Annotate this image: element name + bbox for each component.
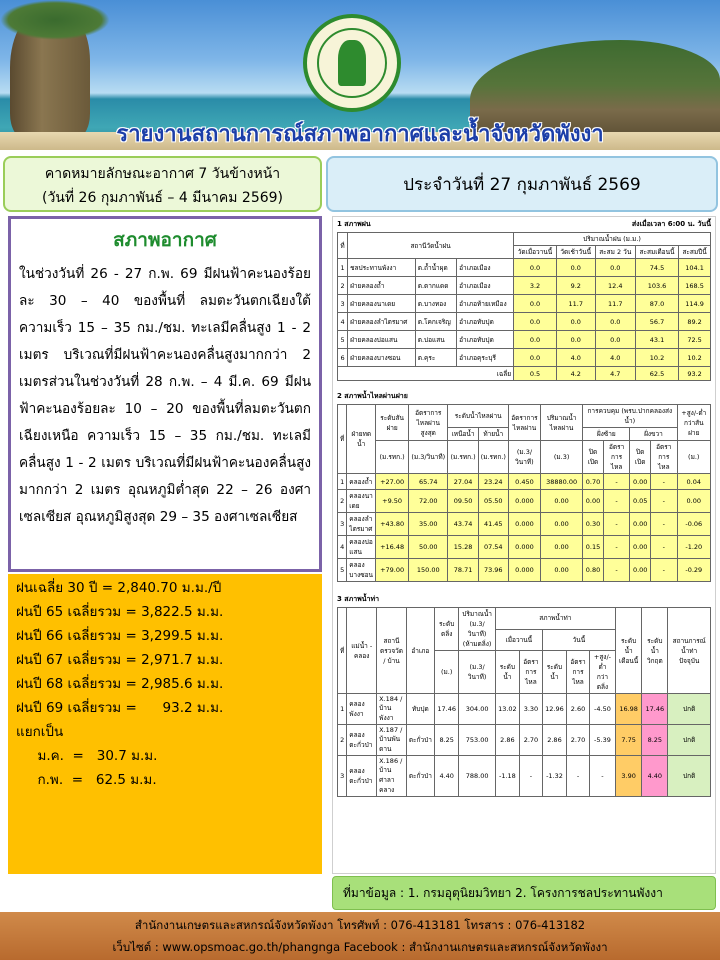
table-header: (ม.รทก.) xyxy=(478,441,508,474)
data-tables-panel xyxy=(332,216,716,874)
table-cell: 788.00 xyxy=(459,756,495,797)
table-cell: X.184 / บ้านพังงา xyxy=(377,694,407,725)
table-cell: ฝ่ายคลองถ้ำ xyxy=(348,277,416,295)
table-cell: 8.25 xyxy=(434,725,459,756)
table-cell: +27.00 xyxy=(376,474,409,490)
table-cell: 0.00 xyxy=(541,490,583,513)
table-header: ฝ่ายทดน้ำ xyxy=(347,405,376,474)
table-cell: 1 xyxy=(338,694,347,725)
table-cell: อำเภอคุระบุรี xyxy=(457,349,514,367)
table-cell: 0.0 xyxy=(595,331,635,349)
table-header: แม่น้ำ - คลอง xyxy=(347,608,377,694)
table-row xyxy=(338,295,711,313)
table-cell: 0.70 xyxy=(583,474,604,490)
table-header: ระดับสันฝาย xyxy=(376,405,409,441)
table-cell: -0.29 xyxy=(677,559,710,582)
table-cell: 6 xyxy=(338,349,348,367)
table-cell: คลองบ่อแสน xyxy=(347,536,376,559)
table-cell: 0.00 xyxy=(630,536,651,559)
table-header: สะสมเดือนนี้ xyxy=(635,246,678,259)
table-cell: 0.0 xyxy=(595,259,635,277)
table-header: อัตราการไหล xyxy=(603,441,630,474)
table-header: ปิดเปิด xyxy=(583,441,604,474)
table-row xyxy=(338,474,711,490)
table-header: (ม.3) xyxy=(541,441,583,474)
table-cell: 07.54 xyxy=(478,536,508,559)
table-cell: 114.9 xyxy=(679,295,711,313)
rain-summary-line: ม.ค. = 30.7 ม.ม. xyxy=(16,748,158,764)
table-cell: 0.00 xyxy=(541,559,583,582)
table-cell: -1.32 xyxy=(542,756,566,797)
table-row xyxy=(338,513,711,536)
table-header: การควบคุม (พรบ.ปากคลองส่งน้ำ) xyxy=(583,405,677,428)
table-header: +สูง/-ต่ำ กว่าตลิ่ง xyxy=(589,651,615,694)
table-cell: 93.2 xyxy=(679,367,711,381)
table-cell: - xyxy=(603,559,630,582)
table-header: ท้ายน้ำ xyxy=(478,428,508,441)
table-header: ฝั่งซ้าย xyxy=(583,428,630,441)
table-row xyxy=(338,277,711,295)
table-cell: ตะกั่วป่า xyxy=(406,725,434,756)
header-banner xyxy=(0,0,720,150)
table-cell: - xyxy=(651,536,678,559)
table-cell: - xyxy=(567,756,590,797)
stream-table-body xyxy=(338,694,711,797)
report-date-box xyxy=(326,156,718,212)
table-cell: 3 xyxy=(338,756,347,797)
table-cell: 3.2 xyxy=(514,277,557,295)
table-cell: 3 xyxy=(338,295,348,313)
table-header: วัดเช้าวันนี้ xyxy=(556,246,595,259)
table-header: (ม.รทก.) xyxy=(448,441,478,474)
table-header: ที่ xyxy=(338,233,348,259)
table-cell: 0.000 xyxy=(508,490,540,513)
deity-figure-icon xyxy=(338,40,366,86)
table-header: ปิดเปิด xyxy=(630,441,651,474)
table-cell: คลองพังงา xyxy=(347,694,377,725)
table-cell: 11.7 xyxy=(556,295,595,313)
table-header: ระดับตลิ่ง xyxy=(434,608,459,651)
table-cell: 23.24 xyxy=(478,474,508,490)
rain-summary-line: ฝนปี 65 เฉลี่ยรวม = 3,822.5 ม.ม. xyxy=(16,604,224,620)
table-header: (ม.3/วินาที) xyxy=(459,651,495,694)
table-cell: - xyxy=(651,559,678,582)
table-row xyxy=(338,313,711,331)
table-cell: -1.20 xyxy=(677,536,710,559)
page-title: รายงานสถานการณ์สภาพอากาศและน้ำจังหวัดพังงา xyxy=(116,121,604,147)
stream-section-title: 3 สภาพน้ำท่า xyxy=(337,595,379,603)
rain-summary-line: ฝนปี 68 เฉลี่ยรวม = 2,985.6 ม.ม. xyxy=(16,676,224,692)
table-cell: -0.06 xyxy=(677,513,710,536)
table-header: ระดับน้ำ xyxy=(495,651,519,694)
table-cell: 15.28 xyxy=(448,536,478,559)
table-row xyxy=(338,725,711,756)
footer-website: เว็บไซต์ : www.opsmoac.go.th/phangnga Facebook : สำนักงานเกษตรและสหกรณ์จังหวัดพังงา xyxy=(112,940,608,954)
table-cell: 0.000 xyxy=(508,513,540,536)
table-cell: 78.71 xyxy=(448,559,478,582)
table-header: (ม.รทก.) xyxy=(376,441,409,474)
table-cell: 2 xyxy=(338,725,347,756)
table-cell: 0.0 xyxy=(514,331,557,349)
rain-time-label: ส่งเมื่อเวลา 6:00 น. วันนี้ xyxy=(631,220,711,228)
table-cell: - xyxy=(603,536,630,559)
table-cell: - xyxy=(603,513,630,536)
table-cell: 12.4 xyxy=(595,277,635,295)
weir-table-body xyxy=(338,474,711,582)
table-cell: คลองบางซอน xyxy=(347,559,376,582)
rain-summary-panel xyxy=(8,574,322,874)
table-cell: 62.5 xyxy=(635,367,678,381)
table-cell: 4 xyxy=(338,536,347,559)
table-cell: 0.00 xyxy=(630,559,651,582)
table-header: ระดับน้ำไหลผ่าน xyxy=(448,405,508,428)
table-cell: 3.90 xyxy=(615,756,641,797)
table-cell: 17.46 xyxy=(642,694,668,725)
table-cell: ตะกั่วป่า xyxy=(406,756,434,797)
table-cell: 0.00 xyxy=(541,513,583,536)
ministry-logo xyxy=(303,14,401,112)
table-cell: 753.00 xyxy=(459,725,495,756)
table-header: อำเภอ xyxy=(406,608,434,694)
table-cell: 2 xyxy=(338,277,348,295)
table-cell: 7.75 xyxy=(615,725,641,756)
table-cell: 11.7 xyxy=(595,295,635,313)
table-cell: ฝ่ายคลองลำไตรมาศ xyxy=(348,313,416,331)
table-cell: 0.80 xyxy=(583,559,604,582)
table-cell: อำเภอทับปุด xyxy=(457,313,514,331)
table-cell: - xyxy=(603,474,630,490)
table-cell: 89.2 xyxy=(679,313,711,331)
table-cell: 17.46 xyxy=(434,694,459,725)
table-cell: ปกติ xyxy=(668,756,711,797)
table-cell: อำเภอเมือง xyxy=(457,277,514,295)
table-header: (ม.) xyxy=(434,651,459,694)
table-header: สถานีวัดน้ำฝน xyxy=(348,233,514,259)
table-cell: 43.1 xyxy=(635,331,678,349)
table-cell: 72.00 xyxy=(409,490,448,513)
table-header: สะสมปีนี้ xyxy=(679,246,711,259)
table-cell: 0.0 xyxy=(514,295,557,313)
rain-section-title: 1 สภาพฝน xyxy=(337,220,371,228)
table-cell: 43.74 xyxy=(448,513,478,536)
table-cell: 2.70 xyxy=(567,725,590,756)
table-cell: คลองตะกั่วป่า xyxy=(347,725,377,756)
table-cell: ทับปุด xyxy=(406,694,434,725)
table-cell: คลองนาเดย xyxy=(347,490,376,513)
weir-section-title: 2 สภาพน้ำไหลผ่านฝาย xyxy=(337,392,408,400)
table-header: ปริมาณน้ำ (ม.3/วินาที) (ห้ามตลิ่ง) xyxy=(459,608,495,651)
table-cell: 150.00 xyxy=(409,559,448,582)
table-header: อัตราการไหล xyxy=(651,441,678,474)
table-cell: 05.50 xyxy=(478,490,508,513)
table-cell: 0.00 xyxy=(541,536,583,559)
weather-description: ในช่วงวันที่ 26 - 27 ก.พ. 69 มีฝนฟ้าคะนองร้อยละ 30 – 40 ของพื้นที่ ลมตะวันตกเฉียงใต้ ความเร็ว 15 – 35 กม./ชม. ทะเลมีคลื่นสูง 1 - 2 เมตร บริเวณที่มีฝนฟ้าคะนองคลื่นสูงมากกว่า 2 เมตรส่วนในช่วงวันที่ 28 ก.พ. – 4 มี.ค. 69 มีฝนฟ้าคะนองร้อยละ 10 – 20 ของพื้นที่ลมตะวันตกเฉียงเหนือ ความเร็ว 15 – 35 กม./ชม. ทะเลมีคลื่นสูง 1 - 2 เมตร บริเวณที่มีฝนฟ้าคะนองคลื่นสูงมากกว่า 2 เมตร อุณหภูมิต่ำสุด 22 – 26 องศาเซลเซียส อุณหภูมิสูงสุด 29 – 35 องศาเซลเซียส xyxy=(19,266,311,525)
table-cell: 38880.00 xyxy=(541,474,583,490)
table-cell: X.187 / บ้านพันดาน xyxy=(377,725,407,756)
footer-contact: สำนักงานเกษตรและสหกรณ์จังหวัดพังงา โทรศัพท์ : 076-413181 โทรสาร : 076-413182 xyxy=(134,918,586,932)
table-header: เหนือน้ำ xyxy=(448,428,478,441)
table-row xyxy=(338,756,711,797)
table-header: สถานการณ์น้ำท่า ปัจจุบัน xyxy=(668,608,711,694)
table-cell: - xyxy=(651,513,678,536)
table-cell: 0.000 xyxy=(508,536,540,559)
table-cell: 27.04 xyxy=(448,474,478,490)
table-cell: - xyxy=(603,490,630,513)
table-cell: 8.25 xyxy=(642,725,668,756)
table-cell: 0.0 xyxy=(514,349,557,367)
table-cell: 304.00 xyxy=(459,694,495,725)
table-header: ระดับน้ำเดือนนี้ xyxy=(615,608,641,694)
table-cell: - xyxy=(651,474,678,490)
table-cell: 74.5 xyxy=(635,259,678,277)
weir-table xyxy=(337,404,711,582)
table-cell: 09.50 xyxy=(448,490,478,513)
table-header: (ม.3/วินาที) xyxy=(508,441,540,474)
table-header: อัตราการไหลผ่านสูงสุด xyxy=(409,405,448,441)
table-cell: +43.80 xyxy=(376,513,409,536)
table-cell: ชลประทานพังงา xyxy=(348,259,416,277)
table-cell: 50.00 xyxy=(409,536,448,559)
table-row xyxy=(338,559,711,582)
table-cell: 0.00 xyxy=(630,474,651,490)
table-cell: 0.30 xyxy=(583,513,604,536)
table-cell: 0.00 xyxy=(630,513,651,536)
table-cell: 10.2 xyxy=(679,349,711,367)
table-cell: 2.60 xyxy=(567,694,590,725)
report-date: ประจำวันที่ 27 กุมภาพันธ์ 2569 xyxy=(403,174,641,195)
table-row xyxy=(338,331,711,349)
table-row xyxy=(338,536,711,559)
table-cell: -5.39 xyxy=(589,725,615,756)
table-cell: ฝ่ายคลองนาเดย xyxy=(348,295,416,313)
table-cell: ต.ถ้ำน้ำผุด xyxy=(415,259,456,277)
rain-section-header xyxy=(333,217,715,232)
rain-summary-line: ฝนปี 66 เฉลี่ยรวม = 3,299.5 ม.ม. xyxy=(16,628,224,644)
table-cell: 0.00 xyxy=(677,490,710,513)
table-header: วัดเมื่อวานนี้ xyxy=(514,246,557,259)
table-cell: 0.000 xyxy=(508,559,540,582)
footer xyxy=(0,912,720,960)
forecast-title: คาดหมายลักษณะอากาศ 7 วันข้างหน้า xyxy=(44,166,281,182)
table-cell: อำเภอท้ายเหมือง xyxy=(457,295,514,313)
table-header: (ม.) xyxy=(677,441,710,474)
data-source-text: ที่มาข้อมูล : 1. กรมอุตุนิยมวิทยา 2. โครงการชลประทานพังงา xyxy=(343,885,663,900)
table-cell: คลองลำไตรมาศ xyxy=(347,513,376,536)
table-cell: ต.โคกเจริญ xyxy=(415,313,456,331)
rain-summary-line: ฝนเฉลี่ย 30 ปี = 2,840.70 ม.ม./ปี xyxy=(16,580,222,596)
table-cell: คลองตะกั่วป่า xyxy=(347,756,377,797)
table-cell: 12.96 xyxy=(542,694,566,725)
table-header: +สูง/-ต่ำ กว่าสันฝาย xyxy=(677,405,710,441)
table-cell: 0.0 xyxy=(514,313,557,331)
table-cell: 0.0 xyxy=(556,331,595,349)
forecast-dates: (วันที่ 26 กุมภาพันธ์ – 4 มีนาคม 2569) xyxy=(41,190,284,206)
table-cell: 4.7 xyxy=(595,367,635,381)
rain-summary-line: ฝนปี 67 เฉลี่ยรวม = 2,971.7 ม.ม. xyxy=(16,652,224,668)
table-cell: - xyxy=(519,756,542,797)
table-header: ที่ xyxy=(338,608,347,694)
table-header: สภาพน้ำท่า xyxy=(495,608,615,630)
island-trees-image xyxy=(0,0,110,40)
table-cell: 0.450 xyxy=(508,474,540,490)
table-cell: 103.6 xyxy=(635,277,678,295)
weather-panel xyxy=(8,216,322,572)
table-cell: 2.86 xyxy=(495,725,519,756)
table-cell: คลองถ้ำ xyxy=(347,474,376,490)
table-cell: 4 xyxy=(338,313,348,331)
logo-emblem-icon xyxy=(317,28,387,98)
table-cell: 0.04 xyxy=(677,474,710,490)
table-header: สะสม 2 วัน xyxy=(595,246,635,259)
table-row xyxy=(338,694,711,725)
table-cell: 5 xyxy=(338,331,348,349)
rain-summary-line: แยกเป็น xyxy=(16,724,64,740)
table-header: ที่ xyxy=(338,405,347,474)
table-row xyxy=(338,490,711,513)
table-header: ปริมาณน้ำฝน (ม.ม.) xyxy=(514,233,711,246)
table-cell: ต.ตากแดด xyxy=(415,277,456,295)
table-cell: 2.70 xyxy=(519,725,542,756)
table-cell: 73.96 xyxy=(478,559,508,582)
table-cell: 0.00 xyxy=(583,490,604,513)
table-cell: +79.00 xyxy=(376,559,409,582)
table-cell: 72.5 xyxy=(679,331,711,349)
data-source-note xyxy=(332,876,716,910)
table-cell: 41.45 xyxy=(478,513,508,536)
table-cell: 2.86 xyxy=(542,725,566,756)
stream-table xyxy=(337,607,711,797)
table-cell: 168.5 xyxy=(679,277,711,295)
table-cell: -1.18 xyxy=(495,756,519,797)
table-row xyxy=(338,259,711,277)
table-cell: 0.05 xyxy=(630,490,651,513)
table-cell: 16.98 xyxy=(615,694,641,725)
table-cell: ต.บางทอง xyxy=(415,295,456,313)
table-cell: ฝ่ายคลองบ่อแสน xyxy=(348,331,416,349)
table-cell: 35.00 xyxy=(409,513,448,536)
rain-summary-line: ฝนปี 69 เฉลี่ยรวม = 93.2 ม.ม. xyxy=(16,700,224,716)
table-cell: 2 xyxy=(338,490,347,513)
table-cell: อำเภอทับปุด xyxy=(457,331,514,349)
table-cell: 4.40 xyxy=(434,756,459,797)
table-header: ปริมาณน้ำไหลผ่าน xyxy=(541,405,583,441)
table-cell: 10.2 xyxy=(635,349,678,367)
table-cell: 0.15 xyxy=(583,536,604,559)
table-cell: 0.0 xyxy=(556,259,595,277)
weather-title: สภาพอากาศ xyxy=(113,229,217,251)
table-header: สถานีตรวจวัด / บ้าน xyxy=(377,608,407,694)
table-cell: 5 xyxy=(338,559,347,582)
table-cell: ปกติ xyxy=(668,694,711,725)
table-cell: - xyxy=(589,756,615,797)
table-header: อัตราการไหล xyxy=(567,651,590,694)
table-header: ระดับน้ำ xyxy=(542,651,566,694)
rain-table xyxy=(337,232,711,381)
table-cell: ต.คุระ xyxy=(415,349,456,367)
table-cell: 0.5 xyxy=(514,367,557,381)
table-cell: 65.74 xyxy=(409,474,448,490)
table-cell: +9.50 xyxy=(376,490,409,513)
table-cell: -4.50 xyxy=(589,694,615,725)
table-cell: 104.1 xyxy=(679,259,711,277)
table-cell: - xyxy=(651,490,678,513)
table-cell: 13.02 xyxy=(495,694,519,725)
table-cell: 4.0 xyxy=(595,349,635,367)
table-cell: ปกติ xyxy=(668,725,711,756)
table-row xyxy=(338,349,711,367)
table-header: ฝั่งขวา xyxy=(630,428,677,441)
table-cell: 87.0 xyxy=(635,295,678,313)
table-cell: 3.30 xyxy=(519,694,542,725)
table-cell: 0.0 xyxy=(514,259,557,277)
table-cell: +16.48 xyxy=(376,536,409,559)
rain-table-body xyxy=(338,259,711,367)
table-cell: 1 xyxy=(338,474,347,490)
table-header: (ม.3/วินาที) xyxy=(409,441,448,474)
table-cell: 56.7 xyxy=(635,313,678,331)
rain-summary-line: ก.พ. = 62.5 ม.ม. xyxy=(16,772,157,788)
table-cell: 1 xyxy=(338,259,348,277)
table-cell: 0.0 xyxy=(595,313,635,331)
table-header: เมื่อวานนี้ xyxy=(495,629,542,651)
table-cell: 4.2 xyxy=(556,367,595,381)
table-header: อัตราการไหล xyxy=(519,651,542,694)
table-header: อัตราการไหลผ่าน xyxy=(508,405,540,441)
table-header: ระดับน้ำวิกฤต xyxy=(642,608,668,694)
table-cell: 9.2 xyxy=(556,277,595,295)
forecast-period-box xyxy=(3,156,322,212)
table-cell: ฝ่ายคลองบางซอน xyxy=(348,349,416,367)
table-cell: 3 xyxy=(338,513,347,536)
table-cell: X.186 / บ้านศาลาคลาง xyxy=(377,756,407,797)
table-cell: เฉลี่ย xyxy=(338,367,514,381)
table-cell: 4.0 xyxy=(556,349,595,367)
table-cell: 4.40 xyxy=(642,756,668,797)
table-cell: อำเภอเมือง xyxy=(457,259,514,277)
table-cell: ต.บ่อแสน xyxy=(415,331,456,349)
table-cell: 0.0 xyxy=(556,313,595,331)
table-header: วันนี้ xyxy=(542,629,615,651)
